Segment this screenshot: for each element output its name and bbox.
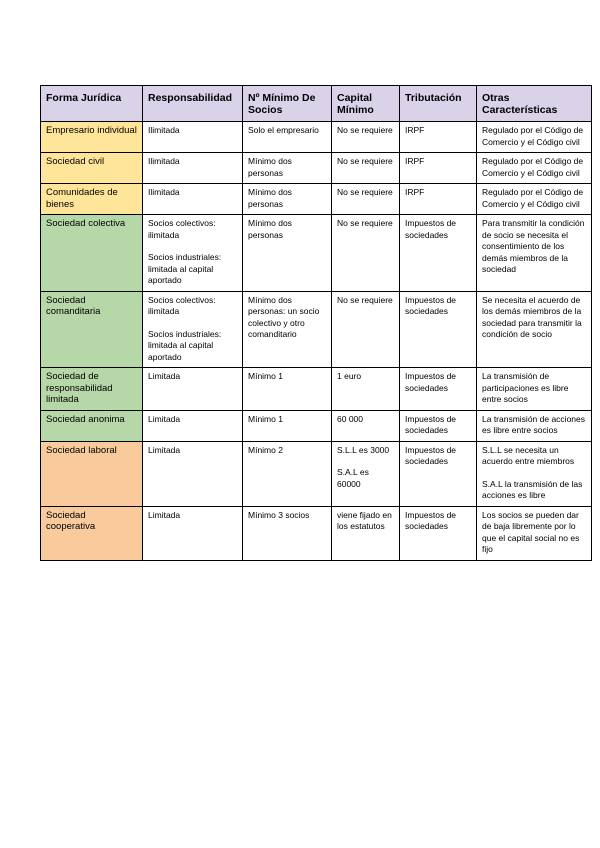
legal-forms-table xyxy=(40,85,592,561)
cell-responsabilidad xyxy=(143,506,243,560)
cell-tributacion: Impuestos de sociedades xyxy=(400,291,477,368)
table-row xyxy=(41,122,592,153)
cell-responsabilidad-line: Limitada xyxy=(148,413,181,424)
cell-responsabilidad-line: Socios industriales: limitada al capital aportado xyxy=(148,252,222,285)
cell-numero-minimo-socios: Mínimo 3 socios xyxy=(243,506,332,560)
header-forma-juridica: Forma Jurídica xyxy=(41,86,143,122)
header-otras-caracteristicas: Otras Características xyxy=(477,86,592,122)
cell-capital-minimo xyxy=(332,410,400,441)
cell-responsabilidad xyxy=(143,215,243,292)
cell-numero-minimo-socios: Mínimo dos personas xyxy=(243,184,332,215)
table-row xyxy=(41,291,592,368)
cell-responsabilidad-line: Socios colectivos: ilimitada xyxy=(148,218,216,240)
table-header-row xyxy=(41,86,592,122)
cell-responsabilidad xyxy=(143,441,243,506)
cell-responsabilidad-line: Ilimitada xyxy=(148,156,180,166)
cell-capital-minimo-line: S.A.L es 60000 xyxy=(337,467,369,489)
cell-forma-juridica: Comunidades de bienes xyxy=(41,184,143,215)
cell-responsabilidad-line: Limitada xyxy=(148,371,181,381)
table-row xyxy=(41,441,592,506)
cell-capital-minimo-line: No se requiere xyxy=(337,218,393,228)
cell-capital-minimo xyxy=(332,441,400,506)
table-row xyxy=(41,184,592,215)
cell-capital-minimo-line: No se requiere xyxy=(337,294,393,305)
cell-responsabilidad-line: Socios industriales: limitada al capital aportado xyxy=(148,328,222,362)
cell-responsabilidad-line: Limitada xyxy=(148,444,181,455)
cell-capital-minimo-line: No se requiere xyxy=(337,125,393,135)
header-tributacion: Tributación xyxy=(400,86,477,122)
cell-numero-minimo-socios: Solo el empresario xyxy=(243,122,332,153)
cell-capital-minimo-line: S.L.L es 3000 xyxy=(337,444,390,455)
cell-numero-minimo-socios: Mínimo dos personas xyxy=(243,153,332,184)
cell-otras-caracteristicas xyxy=(477,122,592,153)
cell-tributacion: IRPF xyxy=(400,184,477,215)
cell-otras-caracteristicas xyxy=(477,506,592,560)
cell-capital-minimo-line: viene fijado en los estatutos xyxy=(337,509,392,531)
cell-responsabilidad-line: Limitada xyxy=(148,509,181,520)
cell-capital-minimo xyxy=(332,184,400,215)
cell-otras-caracteristicas-line: Se necesita el acuerdo de los demás miembros de la sociedad para transmitir la condición de socio xyxy=(482,294,582,339)
cell-otras-caracteristicas-line: La transmisión de participaciones es libre entre socios xyxy=(482,371,569,404)
cell-otras-caracteristicas xyxy=(477,368,592,411)
table-body xyxy=(41,122,592,561)
cell-responsabilidad xyxy=(143,184,243,215)
cell-capital-minimo-line: 1 euro xyxy=(337,371,362,381)
table-row xyxy=(41,368,592,411)
cell-otras-caracteristicas-line: Regulado por el Código de Comercio y el Código civil xyxy=(482,156,584,178)
cell-capital-minimo xyxy=(332,122,400,153)
cell-responsabilidad xyxy=(143,368,243,411)
cell-responsabilidad xyxy=(143,153,243,184)
cell-tributacion: IRPF xyxy=(400,153,477,184)
cell-capital-minimo xyxy=(332,506,400,560)
cell-responsabilidad xyxy=(143,122,243,153)
cell-capital-minimo xyxy=(332,215,400,292)
cell-otras-caracteristicas xyxy=(477,410,592,441)
cell-forma-juridica: Sociedad laboral xyxy=(41,441,143,506)
cell-tributacion: Impuestos de sociedades xyxy=(400,441,477,506)
cell-otras-caracteristicas xyxy=(477,215,592,292)
cell-responsabilidad-line: Ilimitada xyxy=(148,125,180,135)
cell-numero-minimo-socios: Mínimo dos personas: un socio colectivo y otro comanditario xyxy=(243,291,332,368)
header-capital-minimo: Capital Mínimo xyxy=(332,86,400,122)
cell-tributacion: IRPF xyxy=(400,122,477,153)
cell-otras-caracteristicas xyxy=(477,153,592,184)
cell-forma-juridica: Sociedad anonima xyxy=(41,410,143,441)
table-row xyxy=(41,410,592,441)
cell-forma-juridica: Sociedad colectiva xyxy=(41,215,143,292)
cell-otras-caracteristicas-line: Regulado por el Código de Comercio y el Código civil xyxy=(482,187,584,209)
cell-numero-minimo-socios: Mínimo dos personas xyxy=(243,215,332,292)
cell-forma-juridica: Empresario individual xyxy=(41,122,143,153)
cell-tributacion: Impuestos de sociedades xyxy=(400,410,477,441)
cell-capital-minimo xyxy=(332,291,400,368)
table-row xyxy=(41,153,592,184)
table-row xyxy=(41,506,592,560)
cell-otras-caracteristicas-line: Regulado por el Código de Comercio y el Código civil xyxy=(482,125,584,147)
cell-tributacion: Impuestos de sociedades xyxy=(400,506,477,560)
header-numero-minimo-socios: Nº Mínimo De Socios xyxy=(243,86,332,122)
cell-forma-juridica: Sociedad civil xyxy=(41,153,143,184)
cell-tributacion: Impuestos de sociedades xyxy=(400,368,477,411)
header-responsabilidad: Responsabilidad xyxy=(143,86,243,122)
cell-forma-juridica: Sociedad de responsabilidad limitada xyxy=(41,368,143,411)
cell-forma-juridica: Sociedad comanditaria xyxy=(41,291,143,368)
cell-forma-juridica: Sociedad cooperativa xyxy=(41,506,143,560)
cell-numero-minimo-socios: Mínimo 1 xyxy=(243,368,332,411)
cell-responsabilidad-line: Ilimitada xyxy=(148,187,180,197)
table-row xyxy=(41,215,592,292)
cell-otras-caracteristicas-line: S.A.L la transmisión de las acciones es libre xyxy=(482,478,583,500)
cell-capital-minimo-line: No se requiere xyxy=(337,187,393,197)
cell-capital-minimo-line: No se requiere xyxy=(337,156,393,166)
cell-otras-caracteristicas-line: S.L.L se necesita un acuerdo entre miembros xyxy=(482,444,575,466)
cell-capital-minimo xyxy=(332,153,400,184)
cell-capital-minimo xyxy=(332,368,400,411)
cell-responsabilidad xyxy=(143,291,243,368)
cell-otras-caracteristicas-line: Para transmitir la condición de socio se necesita el consentimiento de los demás miembros de la sociedad xyxy=(482,218,585,274)
cell-otras-caracteristicas xyxy=(477,291,592,368)
cell-otras-caracteristicas-line: Los socios se pueden dar de baja libremente por lo que el capital social no es fijo xyxy=(482,509,580,554)
cell-otras-caracteristicas xyxy=(477,184,592,215)
cell-capital-minimo-line: 60 000 xyxy=(337,413,363,424)
cell-numero-minimo-socios: Mínimo 2 xyxy=(243,441,332,506)
cell-responsabilidad-line: Socios colectivos: ilimitada xyxy=(148,294,216,316)
cell-otras-caracteristicas xyxy=(477,441,592,506)
cell-responsabilidad xyxy=(143,410,243,441)
cell-otras-caracteristicas-line: La transmisión de acciones es libre entre socios xyxy=(482,413,586,435)
cell-numero-minimo-socios: Mínimo 1 xyxy=(243,410,332,441)
cell-tributacion: Impuestos de sociedades xyxy=(400,215,477,292)
